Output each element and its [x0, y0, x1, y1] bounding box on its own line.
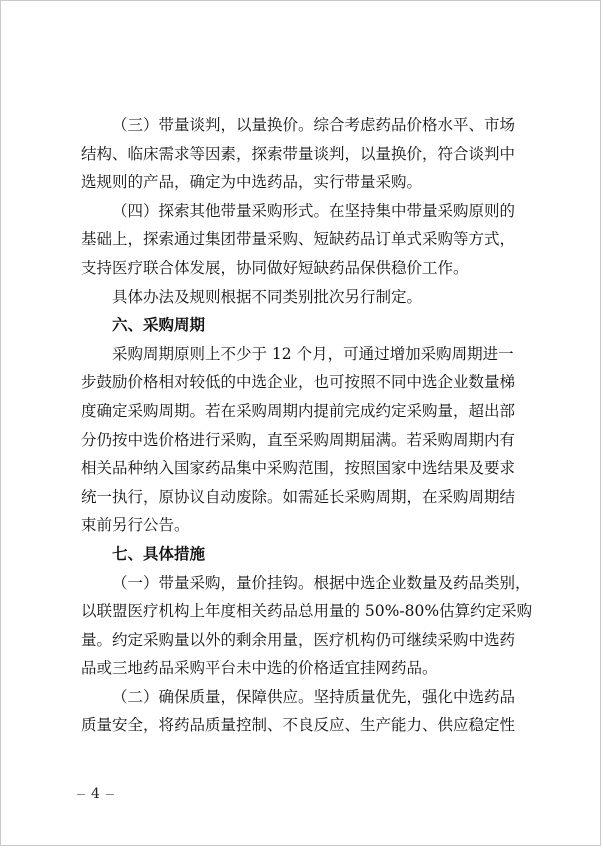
text-line: 以联盟医疗机构上年度相关药品总用量的 50%-80%估算约定采购: [81, 602, 533, 621]
page-number: 4: [91, 786, 100, 802]
text-line: 度确定采购周期。若在采购周期内提前完成约定采购量，超出部: [81, 401, 516, 420]
paragraph-4: [81, 197, 526, 283]
text-line: （四）探索其他带量采购形式。在坚持集中带量采购原则的: [112, 201, 516, 220]
text-line: 基础上，探索通过集团带量采购、短缺药品订单式采购等方式，: [81, 230, 516, 249]
paragraph-rules: [81, 283, 526, 312]
text-line: 选规则的产品，确定为中选药品，实行带量采购。: [81, 173, 423, 192]
text-line: 步鼓励价格相对较低的中选企业，也可按照不同中选企业数量梯: [81, 373, 516, 392]
text-line: 质量安全，将药品质量控制、不良反应、生产能力、供应稳定性: [81, 716, 516, 735]
text-line: 相关品种纳入国家药品集中采购范围，按照国家中选结果及要求: [81, 459, 516, 478]
page-footer: [77, 786, 114, 802]
text-line: 品或三地药品采购平台未中选的价格适宜挂网药品。: [81, 659, 438, 678]
text-line: 束前另行公告。: [81, 516, 190, 535]
section-6: [81, 311, 526, 540]
text-line: （三）带量谈判，以量换价。综合考虑药品价格水平、市场: [112, 116, 516, 134]
section-heading: 七、具体措施: [112, 544, 206, 563]
text-line: 分仍按中选价格进行采购，直至采购周期届满。若采购周期内有: [81, 430, 516, 449]
section-heading: 六、采购周期: [112, 316, 206, 335]
footer-dash: [77, 794, 85, 795]
footer-dash: [106, 794, 114, 795]
section-7: [81, 540, 533, 740]
text-line: （二）确保质量，保障供应。坚持质量优先，强化中选药品: [112, 687, 516, 706]
text-line: 统一执行，原协议自动废除。如需延长采购周期，在采购周期结: [81, 487, 516, 506]
text-line: 量。约定采购量以外的剩余用量，医疗机构仍可继续采购中选药: [81, 630, 516, 649]
paragraph-3: [81, 111, 526, 197]
text-line: 支持医疗联合体发展，协同做好短缺药品保供稳价工作。: [81, 258, 469, 277]
text-line: 具体办法及规则根据不同类别批次另行制定。: [112, 287, 423, 306]
text-line: 结构、临床需求等因素，探索带量谈判，以量换价，符合谈判中: [81, 144, 516, 163]
document-body: [81, 111, 533, 740]
text-line: （一）带量采购，量价挂钩。根据中选企业数量及药品类别，: [112, 573, 531, 592]
text-line: 采购周期原则上不少于 12 个月，可通过增加采购周期进一: [112, 344, 514, 363]
